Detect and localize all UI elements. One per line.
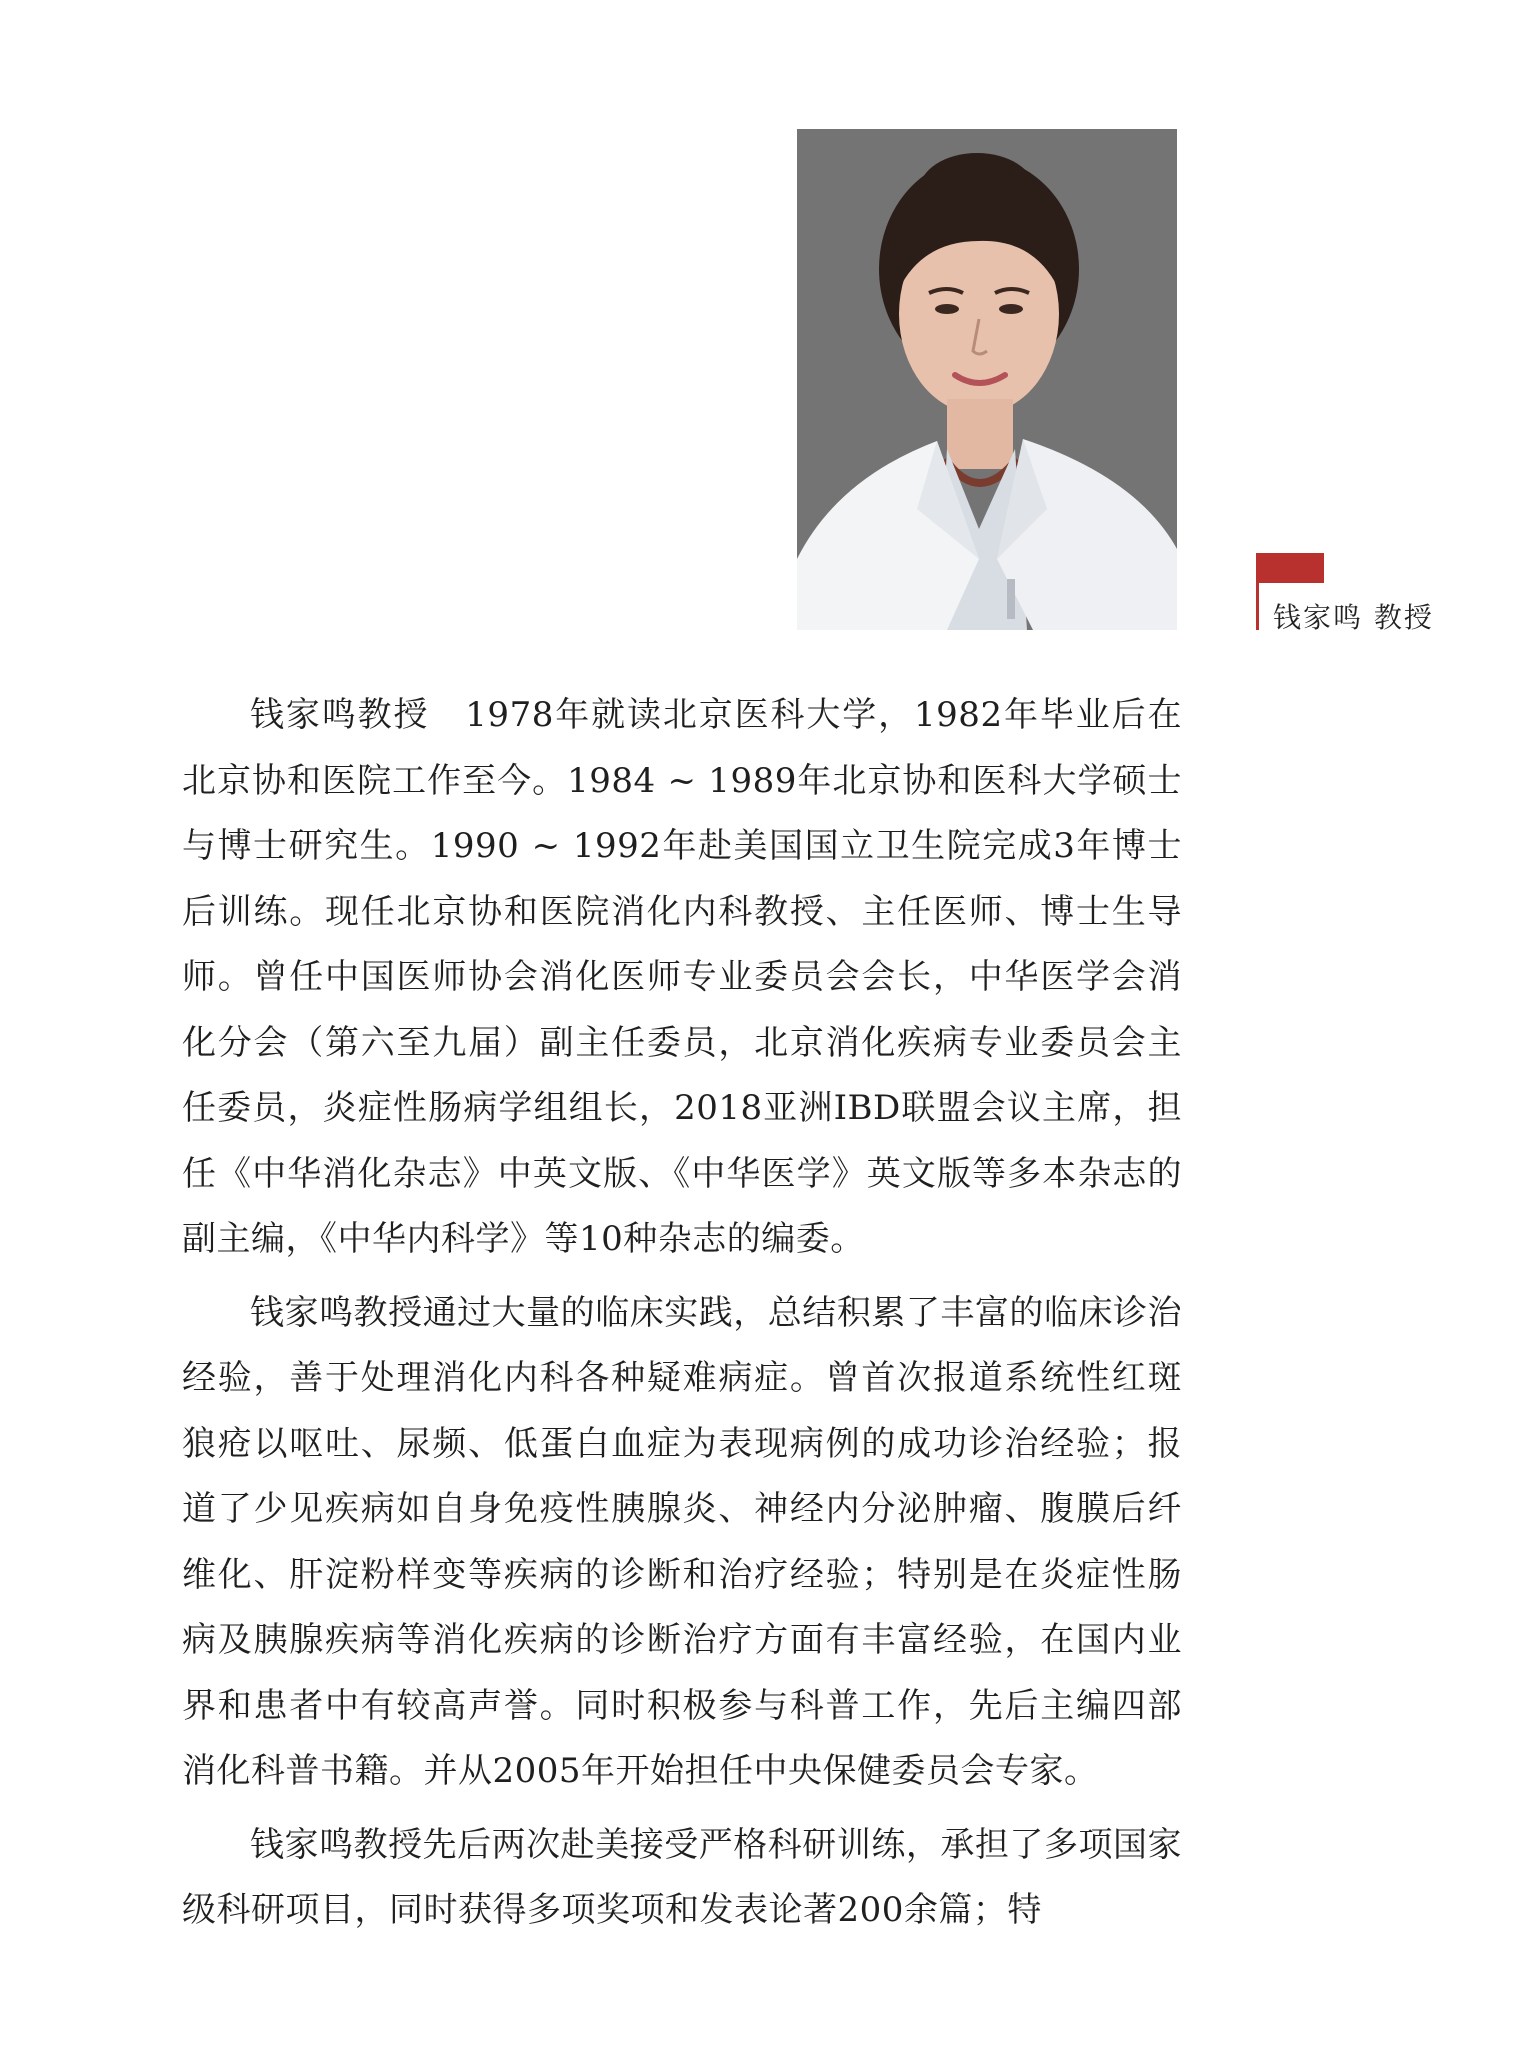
paragraph-2: 钱家鸣教授通过大量的临床实践，总结积累了丰富的临床诊治经验，善于处理消化内科各种疑难病症。曾首次报道系统性红斑狼疮以呕吐、尿频、低蛋白血症为表现病例的成功诊治经验；报道了少见疾病如自身免疫性胰腺炎、神经内分泌肿瘤、腹膜后纤维化、肝淀粉样变等疾病的诊断和治疗经验；特别是在炎症性肠病及胰腺疾病等消化疾病的诊断治疗方面有丰富经验，在国内业界和患者中有较高声誉。同时积极参与科普工作，先后主编四部消化科普书籍。并从2005年开始担任中央保健委员会专家。 bbox=[182, 1292, 1182, 1791]
section-marker-line bbox=[1256, 583, 1259, 630]
portrait-photo-icon bbox=[797, 129, 1177, 630]
paragraph-1: 钱家鸣教授 1978年就读北京医科大学，1982年毕业后在北京协和医院工作至今。1984 ~ 1989年北京协和医科大学硕士与博士研究生。1990 ~ 1992年赴美国国立卫生院完成3年博士后训练。现任北京协和医院消化内科教授、主任医师、博士生导师。曾任中国医师协会消化医师专业委员会会长，中华医学会消化分会（第六至九届）副主任委员，北京消化疾病专业委员会主任委员，炎症性肠病学组组长，2018亚洲IBD联盟会议主席，担任《中华消化杂志》中英文版、《中华医学》英文版等多本杂志的副主编，《中华内科学》等10种杂志的编委。 bbox=[182, 695, 1182, 1259]
portrait-photo bbox=[797, 129, 1177, 630]
section-marker-block bbox=[1256, 553, 1324, 583]
article-body bbox=[182, 683, 1182, 1952]
paragraph-3: 钱家鸣教授先后两次赴美接受严格科研训练，承担了多项国家级科研项目，同时获得多项奖项和发表论著200余篇；特 bbox=[182, 1824, 1182, 1930]
running-header-title: 钱家鸣 教授 bbox=[1273, 601, 1434, 634]
